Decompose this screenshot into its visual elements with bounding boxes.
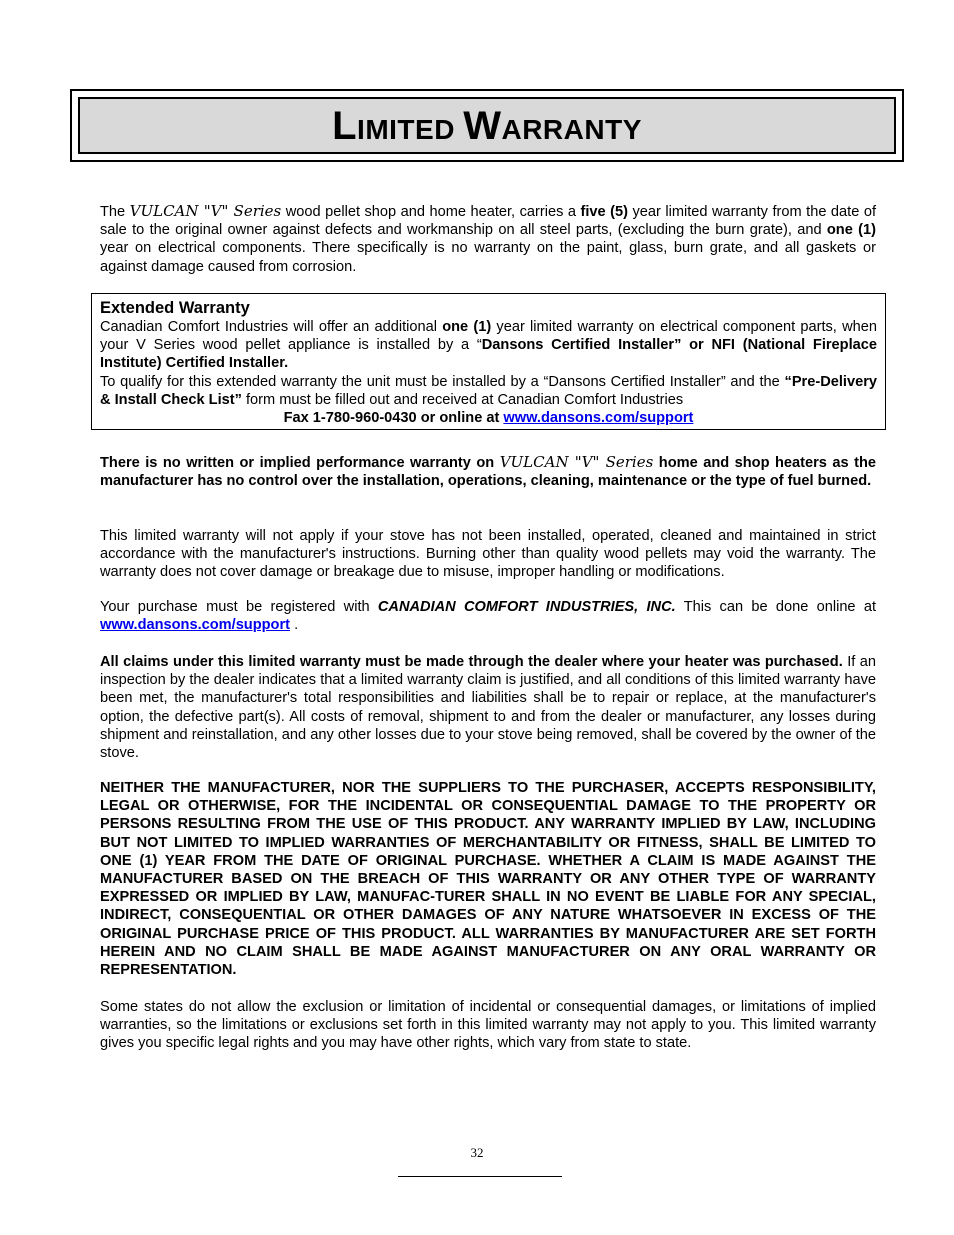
page-title <box>332 103 642 148</box>
register-text-1: Your purchase must be registered with <box>100 599 378 615</box>
intro-text-4: year on electrical components. There specifically is no warranty on the paint, glass, burn grate, and all gaskets or against damage caused from corrosion. <box>100 240 876 275</box>
extended-warranty-heading: Extended Warranty <box>100 299 250 317</box>
product-name: VULCAN "V" Series <box>129 202 282 220</box>
page-number: 32 <box>470 1145 484 1160</box>
claims-text: If an inspection by the dealer indicates that a limited warranty claim is justified, and all conditions of this limited warranty have been met, the manufacturer's total responsibilities and liabilities shall be to repair or replace, at the manufacturer's option, the defective part(s). All costs of removal, shipment to and from the dealer or manufacturer, any losses during shipment and reinstallation, and any other losses due to your stove being removed, shall be covered by the owner of the stove. <box>100 654 876 762</box>
ext-bold-2: Dansons Certified Installer” or NFI (National Fireplace Institute) Certified Installer. <box>100 337 877 372</box>
extended-warranty-para-2 <box>100 373 877 409</box>
title-cap-1: L <box>332 103 358 148</box>
title-rest-1: IMITED <box>357 113 455 145</box>
intro-text-1: The <box>100 204 130 220</box>
claims-paragraph <box>100 653 876 762</box>
title-banner <box>70 89 904 162</box>
register-link[interactable]: www.dansons.com/support <box>100 617 291 634</box>
ext-text-1: Canadian Comfort Industries will offer an additional <box>100 319 443 335</box>
intro-bold-1: five (5) <box>580 204 628 220</box>
title-cap-2: W <box>463 103 502 148</box>
performance-bold-1: There is no written or implied performance warranty on <box>100 455 500 471</box>
claims-bold: All claims under this limited warranty must be made through the dealer where your heater was purchased. <box>100 654 843 670</box>
intro-text-3: year limited warranty from the date of sale to the original owner against defects and workmanship on all steel parts, (excluding the burn grate), and <box>100 204 876 239</box>
performance-bold-2: home and shop heaters as the manufacturer has no control over the installation, operations, cleaning, maintenance or the type of fuel burned. <box>100 455 876 490</box>
company-name: CANADIAN COMFORT INDUSTRIES, INC. <box>377 599 676 615</box>
ext-text-4: form must be filled out and received at Canadian Comfort Industries <box>241 391 684 408</box>
ext-text-3: To qualify for this extended warranty the unit must be installed by a “Dansons Certified Installer” and the <box>100 373 785 390</box>
states-paragraph <box>100 998 876 1053</box>
product-name: VULCAN "V" Series <box>499 453 654 471</box>
extended-warranty-para-1 <box>100 318 877 373</box>
ext-text-2: year limited warranty on electrical component parts, when your V Series wood pellet appliance is installed by a “ <box>100 319 877 354</box>
disclaimer-paragraph <box>100 779 876 979</box>
register-text-3: . <box>290 617 299 634</box>
states-text: Some states do not allow the exclusion or limitation of incidental or consequential damages, or limitations of implied warranties, so the limitations or exclusions set forth in this limited warranty may not apply to you. This limited warranty gives you specific legal rights and you may have other rights, which vary from state to state. <box>100 999 876 1052</box>
title-rest-2: ARRANTY <box>501 113 642 145</box>
fax-line <box>100 409 877 427</box>
support-link[interactable]: www.dansons.com/support <box>503 410 694 427</box>
limited-paragraph <box>100 527 876 582</box>
intro-text-2: wood pellet shop and home heater, carries a <box>281 204 581 220</box>
title-banner-inner <box>78 97 896 154</box>
ext-bold-1: one (1) <box>442 319 492 335</box>
ext-bold-3: “Pre-Delivery & Install Check List” <box>100 373 877 408</box>
fax-text: Fax 1-780-960-0430 or online at <box>283 410 504 427</box>
limited-text: This limited warranty will not apply if your stove has not been installed, operated, cleaned and maintained in strict accordance with the manufacturer's instructions. Burning other than quality wood pellets may void the warranty. The warranty does not cover damage or breakage due to misuse, improper handling or modifications. <box>100 528 876 581</box>
disclaimer-text: NEITHER THE MANUFACTURER, NOR THE SUPPLIERS TO THE PURCHASER, ACCEPTS RESPONSIBILITY, LEGAL OR OTHERWISE, FOR THE INCIDENTAL OR CONSEQUENTIAL DAMAGE TO THE PROPERTY OR PERSONS RESULTING FROM THE USE OF THIS PRODUCT. ANY WARRANTY IMPLIED BY LAW, INCLUDING BUT NOT LIMITED TO IMPLIED WARRANTIES OF MERCHANTABILITY OR FITNESS, SHALL BE LIMITED TO ONE (1) YEAR FROM THE DATE OF ORIGINAL PURCHASE. WHETHER A CLAIM IS MADE AGAINST THE MANUFACTURER BASED ON THE BREACH OF THIS WARRANTY OR ANY OTHER TYPE OF WARRANTY EXPRESSED OR IMPLIED BY LAW, MANUFAC-TURER SHALL IN NO EVENT BE LIABLE FOR ANY SPECIAL, INDIRECT, CONSEQUENTIAL OR OTHER DAMAGES OF ANY NATURE WHATSOEVER IN EXCESS OF THE ORIGINAL PURCHASE PRICE OF THIS PRODUCT. ALL WARRANTIES BY MANUFACTURER ARE SET FORTH HEREIN AND NO CLAIM SHALL BE MADE AGAINST MANUFACTURER ON ANY ORAL WARRANTY OR REPRESENTATION. <box>100 780 876 979</box>
intro-paragraph <box>100 202 876 276</box>
extended-warranty-box <box>91 293 886 430</box>
register-text-2: This can be done online at <box>675 599 877 615</box>
intro-bold-2: one (1) <box>826 222 876 239</box>
register-paragraph <box>100 598 876 634</box>
performance-paragraph <box>100 453 876 490</box>
footer-rule <box>398 1176 562 1177</box>
